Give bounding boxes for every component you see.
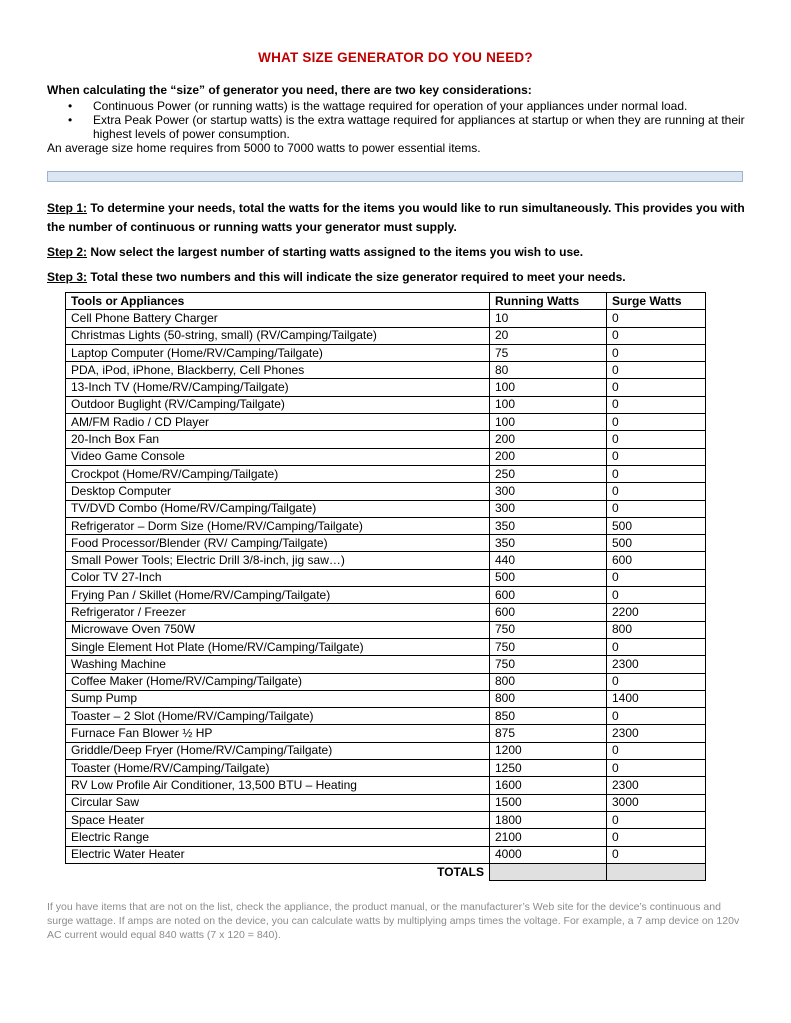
surge-watts-cell: 800 bbox=[607, 621, 706, 638]
appliance-cell: Frying Pan / Skillet (Home/RV/Camping/Tailgate) bbox=[66, 587, 490, 604]
running-watts-cell: 750 bbox=[490, 656, 607, 673]
running-watts-cell: 875 bbox=[490, 725, 607, 742]
step-3-text: Total these two numbers and this will indicate the size generator required to meet your needs. bbox=[90, 270, 626, 284]
surge-watts-cell: 0 bbox=[607, 448, 706, 465]
table-row bbox=[66, 396, 706, 413]
totals-running-cell bbox=[490, 863, 607, 880]
surge-watts-cell: 1400 bbox=[607, 690, 706, 707]
surge-watts-cell: 500 bbox=[607, 535, 706, 552]
surge-watts-cell: 0 bbox=[607, 379, 706, 396]
running-watts-cell: 300 bbox=[490, 500, 607, 517]
intro-lead: When calculating the “size” of generator you need, there are two key considerations: bbox=[47, 83, 532, 97]
surge-watts-cell: 0 bbox=[607, 846, 706, 863]
running-watts-cell: 200 bbox=[490, 431, 607, 448]
surge-watts-cell: 0 bbox=[607, 310, 706, 327]
surge-watts-cell: 0 bbox=[607, 431, 706, 448]
appliance-cell: Furnace Fan Blower ½ HP bbox=[66, 725, 490, 742]
appliance-cell: Cell Phone Battery Charger bbox=[66, 310, 490, 327]
table-row bbox=[66, 552, 706, 569]
surge-watts-cell: 0 bbox=[607, 811, 706, 828]
running-watts-cell: 200 bbox=[490, 448, 607, 465]
running-watts-cell: 2100 bbox=[490, 829, 607, 846]
surge-watts-cell: 0 bbox=[607, 829, 706, 846]
table-row bbox=[66, 690, 706, 707]
appliance-cell: Video Game Console bbox=[66, 448, 490, 465]
running-watts-cell: 300 bbox=[490, 483, 607, 500]
table-row bbox=[66, 327, 706, 344]
appliance-cell: Crockpot (Home/RV/Camping/Tailgate) bbox=[66, 465, 490, 482]
table-row bbox=[66, 742, 706, 759]
appliance-cell: Space Heater bbox=[66, 811, 490, 828]
running-watts-cell: 350 bbox=[490, 517, 607, 534]
table-row bbox=[66, 604, 706, 621]
surge-watts-cell: 0 bbox=[607, 465, 706, 482]
table-row bbox=[66, 379, 706, 396]
header-appliance: Tools or Appliances bbox=[66, 293, 490, 310]
running-watts-cell: 600 bbox=[490, 604, 607, 621]
running-watts-cell: 10 bbox=[490, 310, 607, 327]
step-2-text: Now select the largest number of starting watts assigned to the items you wish to use. bbox=[90, 245, 584, 259]
appliance-cell: Electric Range bbox=[66, 829, 490, 846]
appliance-cell: Small Power Tools; Electric Drill 3/8-inch, jig saw…) bbox=[66, 552, 490, 569]
table-row bbox=[66, 794, 706, 811]
steps-section bbox=[47, 199, 747, 293]
footnote: If you have items that are not on the list, check the appliance, the product manual, or the manufacturer’s Web site for the device’s continuous and surge wattage. If amps are noted on the device, you can calculate watts by multiplying amps times the voltage. For example, a 7 amp device on 120v AC current would equal 840 watts (7 x 120 = 840). bbox=[47, 901, 740, 941]
running-watts-cell: 500 bbox=[490, 569, 607, 586]
table-row bbox=[66, 414, 706, 431]
table-row bbox=[66, 777, 706, 794]
running-watts-cell: 850 bbox=[490, 708, 607, 725]
running-watts-cell: 75 bbox=[490, 344, 607, 361]
divider-banner bbox=[47, 171, 743, 182]
table-row bbox=[66, 569, 706, 586]
table-row bbox=[66, 448, 706, 465]
table-row bbox=[66, 344, 706, 361]
running-watts-cell: 4000 bbox=[490, 846, 607, 863]
table-row bbox=[66, 725, 706, 742]
surge-watts-cell: 0 bbox=[607, 708, 706, 725]
running-watts-cell: 750 bbox=[490, 621, 607, 638]
running-watts-cell: 1800 bbox=[490, 811, 607, 828]
surge-watts-cell: 3000 bbox=[607, 794, 706, 811]
running-watts-cell: 800 bbox=[490, 673, 607, 690]
surge-watts-cell: 0 bbox=[607, 673, 706, 690]
table-row bbox=[66, 638, 706, 655]
table-row bbox=[66, 500, 706, 517]
table-row bbox=[66, 846, 706, 863]
table-body bbox=[66, 310, 706, 864]
table-row bbox=[66, 760, 706, 777]
step-3 bbox=[47, 268, 747, 287]
appliance-cell: Refrigerator / Freezer bbox=[66, 604, 490, 621]
table-row bbox=[66, 708, 706, 725]
step-2-label: Step 2: bbox=[47, 245, 88, 259]
surge-watts-cell: 0 bbox=[607, 500, 706, 517]
table-row bbox=[66, 431, 706, 448]
running-watts-cell: 20 bbox=[490, 327, 607, 344]
running-watts-cell: 250 bbox=[490, 465, 607, 482]
step-1-label: Step 1: bbox=[47, 201, 88, 215]
surge-watts-cell: 0 bbox=[607, 396, 706, 413]
surge-watts-cell: 600 bbox=[607, 552, 706, 569]
surge-watts-cell: 0 bbox=[607, 362, 706, 379]
running-watts-cell: 1250 bbox=[490, 760, 607, 777]
surge-watts-cell: 500 bbox=[607, 517, 706, 534]
appliance-cell: AM/FM Radio / CD Player bbox=[66, 414, 490, 431]
totals-row bbox=[66, 863, 706, 880]
table-row bbox=[66, 465, 706, 482]
table-row bbox=[66, 517, 706, 534]
appliance-cell: Outdoor Buglight (RV/Camping/Tailgate) bbox=[66, 396, 490, 413]
surge-watts-cell: 2300 bbox=[607, 656, 706, 673]
intro-section bbox=[47, 83, 747, 155]
table-row bbox=[66, 483, 706, 500]
header-running-watts: Running Watts bbox=[490, 293, 607, 310]
appliance-cell: Laptop Computer (Home/RV/Camping/Tailgate) bbox=[66, 344, 490, 361]
surge-watts-cell: 0 bbox=[607, 327, 706, 344]
surge-watts-cell: 0 bbox=[607, 587, 706, 604]
surge-watts-cell: 0 bbox=[607, 414, 706, 431]
table-row bbox=[66, 829, 706, 846]
surge-watts-cell: 0 bbox=[607, 742, 706, 759]
page-title: WHAT SIZE GENERATOR DO YOU NEED? bbox=[258, 50, 533, 65]
running-watts-cell: 80 bbox=[490, 362, 607, 379]
totals-surge-cell bbox=[607, 863, 706, 880]
running-watts-cell: 100 bbox=[490, 414, 607, 431]
appliance-cell: Sump Pump bbox=[66, 690, 490, 707]
appliance-cell: Toaster (Home/RV/Camping/Tailgate) bbox=[66, 760, 490, 777]
running-watts-cell: 1500 bbox=[490, 794, 607, 811]
running-watts-cell: 600 bbox=[490, 587, 607, 604]
appliance-cell: Color TV 27-Inch bbox=[66, 569, 490, 586]
running-watts-cell: 440 bbox=[490, 552, 607, 569]
appliance-cell: TV/DVD Combo (Home/RV/Camping/Tailgate) bbox=[66, 500, 490, 517]
step-2 bbox=[47, 243, 747, 262]
table-row bbox=[66, 362, 706, 379]
running-watts-cell: 750 bbox=[490, 638, 607, 655]
running-watts-cell: 800 bbox=[490, 690, 607, 707]
running-watts-cell: 350 bbox=[490, 535, 607, 552]
table-row bbox=[66, 621, 706, 638]
appliance-cell: PDA, iPod, iPhone, Blackberry, Cell Phones bbox=[66, 362, 490, 379]
appliance-cell: 13-Inch TV (Home/RV/Camping/Tailgate) bbox=[66, 379, 490, 396]
appliance-cell: Microwave Oven 750W bbox=[66, 621, 490, 638]
appliance-cell: RV Low Profile Air Conditioner, 13,500 BTU – Heating bbox=[66, 777, 490, 794]
surge-watts-cell: 0 bbox=[607, 569, 706, 586]
appliance-cell: Washing Machine bbox=[66, 656, 490, 673]
header-surge-watts: Surge Watts bbox=[607, 293, 706, 310]
surge-watts-cell: 0 bbox=[607, 344, 706, 361]
surge-watts-cell: 0 bbox=[607, 483, 706, 500]
surge-watts-cell: 2200 bbox=[607, 604, 706, 621]
table-row bbox=[66, 673, 706, 690]
surge-watts-cell: 2300 bbox=[607, 725, 706, 742]
appliance-cell: Single Element Hot Plate (Home/RV/Camping/Tailgate) bbox=[66, 638, 490, 655]
running-watts-cell: 1200 bbox=[490, 742, 607, 759]
surge-watts-cell: 2300 bbox=[607, 777, 706, 794]
appliance-cell: Desktop Computer bbox=[66, 483, 490, 500]
table-row bbox=[66, 587, 706, 604]
appliance-cell: Circular Saw bbox=[66, 794, 490, 811]
step-1 bbox=[47, 199, 747, 237]
appliance-cell: Electric Water Heater bbox=[66, 846, 490, 863]
table-row bbox=[66, 535, 706, 552]
surge-watts-cell: 0 bbox=[607, 638, 706, 655]
considerations-list bbox=[47, 99, 747, 141]
surge-watts-cell: 0 bbox=[607, 760, 706, 777]
table-row bbox=[66, 310, 706, 327]
step-3-label: Step 3: bbox=[47, 270, 88, 284]
table-row bbox=[66, 656, 706, 673]
table-header-row bbox=[66, 293, 706, 310]
intro-note: An average size home requires from 5000 to 7000 watts to power essential items. bbox=[47, 141, 481, 155]
table-row bbox=[66, 811, 706, 828]
appliance-cell: Christmas Lights (50-string, small) (RV/Camping/Tailgate) bbox=[66, 327, 490, 344]
running-watts-cell: 1600 bbox=[490, 777, 607, 794]
appliance-cell: 20-Inch Box Fan bbox=[66, 431, 490, 448]
running-watts-cell: 100 bbox=[490, 379, 607, 396]
appliance-cell: Refrigerator – Dorm Size (Home/RV/Camping/Tailgate) bbox=[66, 517, 490, 534]
appliance-cell: Toaster – 2 Slot (Home/RV/Camping/Tailgate) bbox=[66, 708, 490, 725]
running-watts-cell: 100 bbox=[490, 396, 607, 413]
consideration-continuous: • Continuous Power (or running watts) is the wattage required for operation of your appliances under normal load. bbox=[47, 99, 747, 113]
appliance-cell: Coffee Maker (Home/RV/Camping/Tailgate) bbox=[66, 673, 490, 690]
consideration-peak: • Extra Peak Power (or startup watts) is the extra wattage required for appliances at startup or when they are running at their highest levels of power consumption. bbox=[47, 113, 747, 141]
appliance-cell: Griddle/Deep Fryer (Home/RV/Camping/Tailgate) bbox=[66, 742, 490, 759]
appliance-cell: Food Processor/Blender (RV/ Camping/Tailgate) bbox=[66, 535, 490, 552]
step-1-text: To determine your needs, total the watts for the items you would like to run simultaneously. This provides you with the number of continuous or running watts your generator must supply. bbox=[47, 201, 745, 234]
totals-label: TOTALS bbox=[437, 864, 484, 879]
appliance-table bbox=[65, 292, 706, 881]
